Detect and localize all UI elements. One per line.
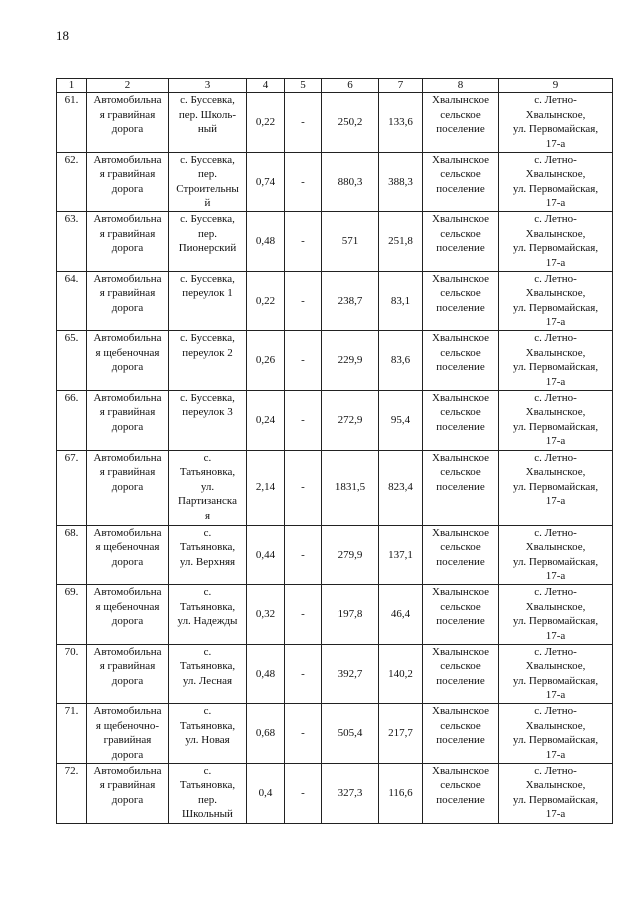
column-6-value-cell: 505,4 [322,704,379,764]
road-type-cell: Автомобильна я щебеночно- гравийная дорога [87,704,169,764]
column-6-value-cell: 238,7 [322,271,379,331]
row-number-cell: 72. [57,763,87,823]
column-5-value-cell: - [285,644,322,704]
settlement-cell: Хвалынское сельское поселение [423,271,499,331]
column-5-value-cell: - [285,390,322,450]
column-5-value-cell: - [285,704,322,764]
road-address-cell: с. Буссевка, переулок 3 [169,390,247,450]
column-6-value-cell: 392,7 [322,644,379,704]
column-7-value-cell: 823,4 [379,450,423,525]
road-address-cell: с. Татьяновка, ул. Верхняя [169,525,247,585]
table-row [57,585,613,645]
owner-address-cell: с. Летно- Хвалынское, ул. Первомайская, 17-а [499,331,613,391]
column-7-value-cell: 95,4 [379,390,423,450]
column-7-value-cell: 217,7 [379,704,423,764]
road-address-cell: с. Татьяновка, ул. Надежды [169,585,247,645]
settlement-cell: Хвалынское сельское поселение [423,763,499,823]
owner-address-cell: с. Летно- Хвалынское, ул. Первомайская, 17-а [499,585,613,645]
settlement-cell: Хвалынское сельское поселение [423,93,499,153]
owner-address-cell: с. Летно- Хвалынское, ул. Первомайская, 17-а [499,704,613,764]
column-6-value-cell: 571 [322,212,379,272]
road-type-cell: Автомобильна я гравийная дорога [87,763,169,823]
table-row [57,212,613,272]
road-address-cell: с. Татьяновка, ул. Лесная [169,644,247,704]
row-number-cell: 68. [57,525,87,585]
road-address-cell: с. Буссевка, переулок 2 [169,331,247,391]
column-6-value-cell: 279,9 [322,525,379,585]
settlement-cell: Хвалынское сельское поселение [423,644,499,704]
road-address-cell: с. Татьяновка, пер. Школьный [169,763,247,823]
column-header: 9 [499,79,613,93]
table-row [57,271,613,331]
road-address-cell: с. Буссевка, пер. Школь- ный [169,93,247,153]
column-6-value-cell: 327,3 [322,763,379,823]
road-type-cell: Автомобильна я гравийная дорога [87,644,169,704]
road-address-cell: с. Буссевка, пер. Строительны й [169,152,247,212]
column-5-value-cell: - [285,525,322,585]
owner-address-cell: с. Летно- Хвалынское, ул. Первомайская, 17-а [499,212,613,272]
road-length-cell: 0,26 [247,331,285,391]
road-address-cell: с. Татьяновка, ул. Партизанска я [169,450,247,525]
road-length-cell: 0,48 [247,212,285,272]
road-length-cell: 0,44 [247,525,285,585]
road-length-cell: 0,74 [247,152,285,212]
column-header: 3 [169,79,247,93]
column-7-value-cell: 137,1 [379,525,423,585]
road-type-cell: Автомобильна я щебеночная дорога [87,331,169,391]
table-row [57,450,613,525]
road-type-cell: Автомобильна я гравийная дорога [87,271,169,331]
owner-address-cell: с. Летно- Хвалынское, ул. Первомайская, 17-а [499,525,613,585]
column-5-value-cell: - [285,152,322,212]
road-type-cell: Автомобильна я щебеночная дорога [87,585,169,645]
owner-address-cell: с. Летно- Хвалынское, ул. Первомайская, 17-а [499,152,613,212]
column-header: 4 [247,79,285,93]
table-row [57,763,613,823]
row-number-cell: 65. [57,331,87,391]
row-number-cell: 69. [57,585,87,645]
column-7-value-cell: 140,2 [379,644,423,704]
column-6-value-cell: 1831,5 [322,450,379,525]
column-6-value-cell: 272,9 [322,390,379,450]
column-number-row [57,79,613,93]
settlement-cell: Хвалынское сельское поселение [423,450,499,525]
table-row [57,390,613,450]
column-6-value-cell: 250,2 [322,93,379,153]
table-row [57,93,613,153]
road-length-cell: 0,22 [247,271,285,331]
settlement-cell: Хвалынское сельское поселение [423,525,499,585]
owner-address-cell: с. Летно- Хвалынское, ул. Первомайская, 17-а [499,390,613,450]
road-type-cell: Автомобильна я гравийная дорога [87,93,169,153]
row-number-cell: 63. [57,212,87,272]
road-length-cell: 0,24 [247,390,285,450]
column-5-value-cell: - [285,450,322,525]
road-register-table [56,78,613,824]
settlement-cell: Хвалынское сельское поселение [423,704,499,764]
row-number-cell: 67. [57,450,87,525]
road-type-cell: Автомобильна я гравийная дорога [87,152,169,212]
column-5-value-cell: - [285,331,322,391]
table-row [57,152,613,212]
page-number: 18 [56,28,69,43]
column-7-value-cell: 83,1 [379,271,423,331]
column-5-value-cell: - [285,585,322,645]
column-header: 5 [285,79,322,93]
column-7-value-cell: 388,3 [379,152,423,212]
table-row [57,525,613,585]
owner-address-cell: с. Летно- Хвалынское, ул. Первомайская, 17-а [499,271,613,331]
column-7-value-cell: 83,6 [379,331,423,391]
column-6-value-cell: 229,9 [322,331,379,391]
row-number-cell: 66. [57,390,87,450]
road-address-cell: с. Татьяновка, ул. Новая [169,704,247,764]
road-type-cell: Автомобильна я щебеночная дорога [87,525,169,585]
row-number-cell: 61. [57,93,87,153]
column-header: 1 [57,79,87,93]
settlement-cell: Хвалынское сельское поселение [423,152,499,212]
row-number-cell: 71. [57,704,87,764]
road-length-cell: 0,32 [247,585,285,645]
column-6-value-cell: 880,3 [322,152,379,212]
column-5-value-cell: - [285,212,322,272]
road-length-cell: 0,22 [247,93,285,153]
road-length-cell: 2,14 [247,450,285,525]
settlement-cell: Хвалынское сельское поселение [423,331,499,391]
row-number-cell: 62. [57,152,87,212]
road-address-cell: с. Буссевка, пер. Пионерский [169,212,247,272]
road-type-cell: Автомобильна я гравийная дорога [87,212,169,272]
road-type-cell: Автомобильна я гравийная дорога [87,450,169,525]
settlement-cell: Хвалынское сельское поселение [423,585,499,645]
row-number-cell: 70. [57,644,87,704]
owner-address-cell: с. Летно- Хвалынское, ул. Первомайская, 17-а [499,644,613,704]
owner-address-cell: с. Летно- Хвалынское, ул. Первомайская, 17-а [499,93,613,153]
road-length-cell: 0,48 [247,644,285,704]
column-5-value-cell: - [285,763,322,823]
table-row [57,331,613,391]
column-7-value-cell: 116,6 [379,763,423,823]
column-header: 6 [322,79,379,93]
road-length-cell: 0,68 [247,704,285,764]
owner-address-cell: с. Летно- Хвалынское, ул. Первомайская, 17-а [499,763,613,823]
table-row [57,644,613,704]
column-header: 2 [87,79,169,93]
road-type-cell: Автомобильна я гравийная дорога [87,390,169,450]
road-address-cell: с. Буссевка, переулок 1 [169,271,247,331]
road-length-cell: 0,4 [247,763,285,823]
column-header: 7 [379,79,423,93]
column-header: 8 [423,79,499,93]
owner-address-cell: с. Летно- Хвалынское, ул. Первомайская, 17-а [499,450,613,525]
settlement-cell: Хвалынское сельское поселение [423,212,499,272]
column-6-value-cell: 197,8 [322,585,379,645]
column-5-value-cell: - [285,271,322,331]
column-7-value-cell: 133,6 [379,93,423,153]
column-7-value-cell: 46,4 [379,585,423,645]
column-7-value-cell: 251,8 [379,212,423,272]
settlement-cell: Хвалынское сельское поселение [423,390,499,450]
column-5-value-cell: - [285,93,322,153]
table-row [57,704,613,764]
row-number-cell: 64. [57,271,87,331]
